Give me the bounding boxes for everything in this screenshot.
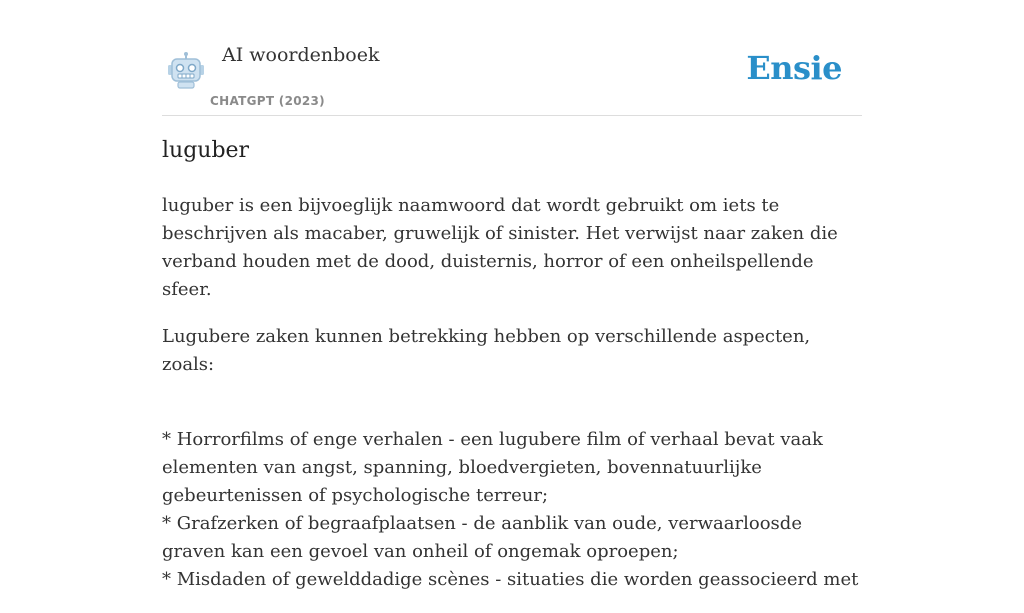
entry-header bbox=[162, 0, 862, 116]
definition-paragraph: luguber is een bijvoeglijk naamwoord dat wordt gebruikt om iets te beschrijven als macaber, gruwelijk of sinister. Het verwijst naar zaken die verband houden met de dood, duisternis, horror of een onheilspellende sfeer. bbox=[162, 195, 838, 300]
entry-term: luguber bbox=[162, 138, 250, 163]
definition-paragraph: Lugubere zaken kunnen betrekking hebben op verschillende aspecten, zoals: bbox=[162, 326, 811, 375]
source-title[interactable]: AI woordenboek bbox=[222, 44, 380, 66]
source-subtitle: CHATGPT (2023) bbox=[210, 94, 325, 108]
definition-list: * Horrorfilms of enge verhalen - een lugubere film of verhaal bevat vaak elementen van angst, spanning, bloedvergieten, bovennatuurlijke gebeurtenissen of psychologische terreur; * Grafzerken of begraafplaatsen - de aanblik van oude, verwaarloosde graven kan een gevoel van onheil of ongemak oproepen; * Misdaden of gewelddadige scènes - situaties die worden geassocieerd met bbox=[162, 429, 859, 590]
entry-page bbox=[162, 0, 862, 590]
robot-icon bbox=[166, 51, 206, 91]
entry-definition bbox=[162, 192, 862, 613]
ensie-logo[interactable]: Ensie bbox=[746, 49, 842, 87]
